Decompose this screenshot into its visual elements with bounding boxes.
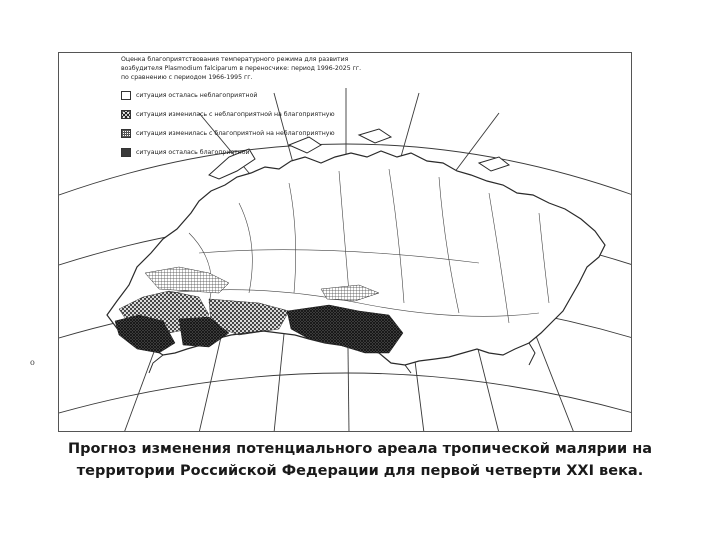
legend-swatch-crosshatch: [121, 110, 131, 119]
legend-title-line-3: по сравнению с периодом 1966-1995 гг.: [121, 74, 253, 81]
figure-caption: [40, 438, 680, 482]
legend-item-became-favorable: [121, 105, 571, 123]
legend-swatch-blank: [121, 91, 131, 100]
map-frame: [58, 52, 632, 432]
legend-label: ситуация изменилась с благоприятной на неблагоприятную: [136, 129, 335, 137]
legend-item-became-unfavorable: [121, 124, 571, 142]
caption-line-1: Прогноз изменения потенциального ареала тропической малярии на: [67, 441, 653, 457]
legend-label: ситуация осталась благоприятной: [136, 148, 250, 156]
legend-item-favorable: [121, 143, 571, 161]
legend: [121, 55, 571, 161]
legend-swatch-dark-hatch: [121, 148, 131, 157]
legend-swatch-fine-grid: [121, 129, 131, 138]
legend-title-line-2: возбудителя Plasmodium falciparum в переносчике: период 1996-2025 гг.: [121, 65, 362, 72]
legend-item-unfavorable: [121, 86, 571, 104]
caption-line-2: территории Российской Федерации для первой четверти XXI века.: [76, 463, 644, 479]
legend-title-line-1: Оценка благоприятствования температурного режима для развития: [121, 56, 349, 63]
legend-label: ситуация осталась неблагоприятной: [136, 91, 258, 99]
legend-label: ситуация изменилась с неблагоприятной на благоприятную: [136, 110, 335, 118]
side-mark: о: [30, 358, 35, 367]
